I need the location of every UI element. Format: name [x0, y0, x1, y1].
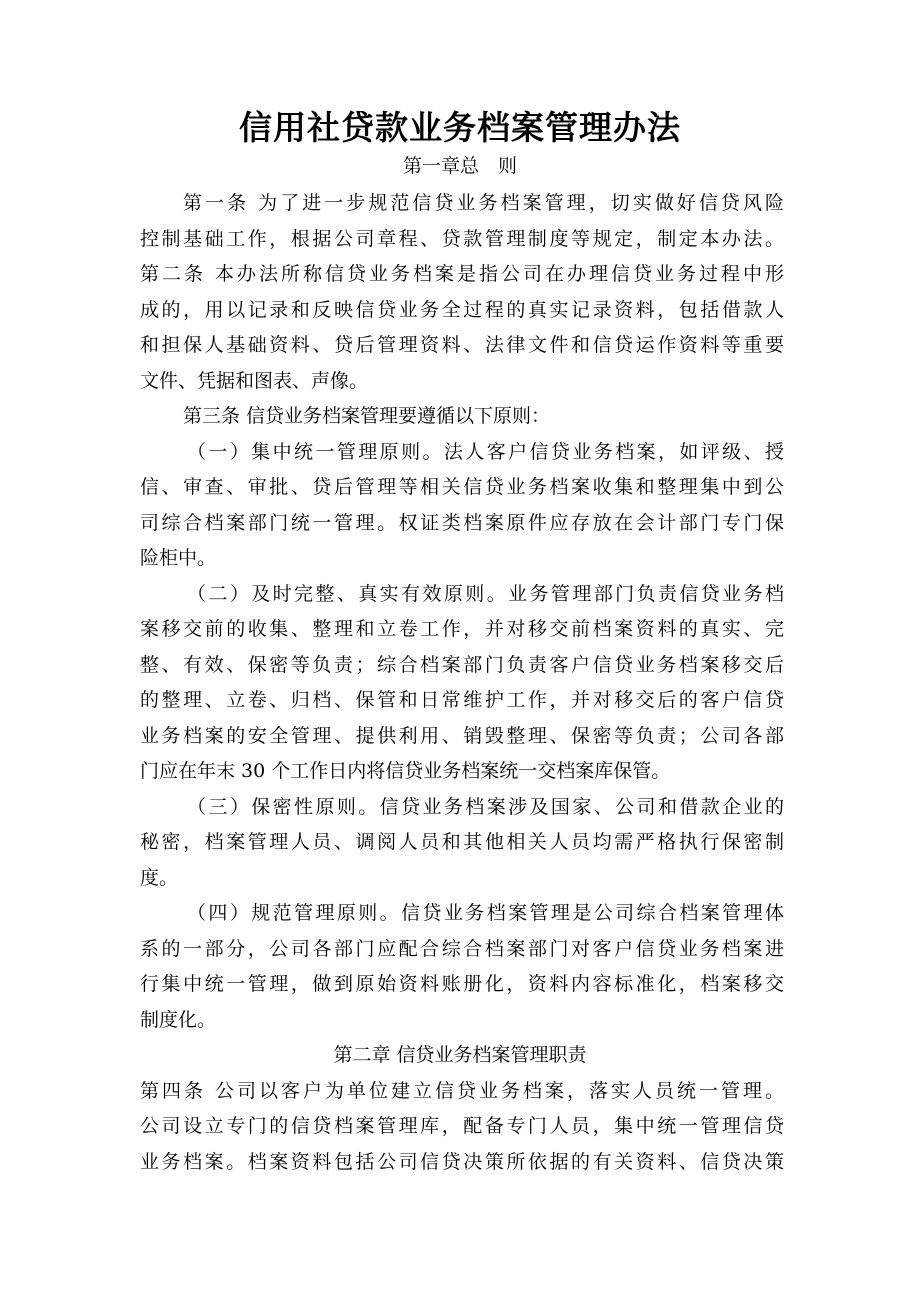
principle-4-line-4: 制度化。	[140, 1009, 217, 1031]
principle-1-line-1: （一）集中统一管理原则。法人客户信贷业务档案，如评级、授	[187, 441, 784, 463]
article-2-line-3: 和担保人基础资料、贷后管理资料、法律文件和信贷运作资料等重要	[140, 334, 784, 356]
article-4-line-1: 第四条 公司以客户为单位建立信贷业务档案，落实人员统一管理。	[140, 1080, 784, 1102]
chapter-2-heading: 第二章 信贷业务档案管理职责	[333, 1044, 587, 1066]
principle-2-line-5: 业务档案的安全管理、提供利用、销毁整理、保密等负责；公司各部	[140, 725, 784, 747]
principle-4-line-2: 系的一部分，公司各部门应配合综合档案部门对客户信贷业务档案进	[140, 938, 784, 960]
article-4-line-3: 业务档案。档案资料包括公司信贷决策所依据的有关资料、信贷决策	[140, 1151, 784, 1173]
article-2-line-2: 成的，用以记录和反映信贷业务全过程的真实记录资料，包括借款人	[140, 299, 784, 321]
principle-2-line-3: 整、有效、保密等负责；综合档案部门负责客户信贷业务档案移交后	[140, 654, 784, 676]
principle-3-line-1: （三）保密性原则。信贷业务档案涉及国家、公司和借款企业的	[187, 796, 784, 818]
document-title: 信用社贷款业务档案管理办法	[239, 108, 681, 147]
article-3-line-1: 第三条 信贷业务档案管理要遵循以下原则：	[183, 405, 551, 427]
principle-2-line-1: （二）及时完整、真实有效原则。业务管理部门负责信贷业务档	[187, 583, 784, 605]
article-2-line-4: 文件、凭据和图表、声像。	[140, 370, 369, 392]
principle-2-line-4: 的整理、立卷、归档、保管和日常维护工作，并对移交后的客户信贷	[140, 689, 784, 711]
principle-2-line-2: 案移交前的收集、整理和立卷工作，并对移交前档案资料的真实、完	[140, 618, 784, 640]
article-1-line-2: 控制基础工作，根据公司章程、贷款管理制度等规定，制定本办法。	[140, 228, 784, 250]
principle-1-line-3: 司综合档案部门统一管理。权证类档案原件应存放在会计部门专门保	[140, 512, 784, 534]
article-2-line-1: 第二条 本办法所称信贷业务档案是指公司在办理信贷业务过程中形	[140, 263, 784, 285]
chapter-1-heading: 第一章总 则	[402, 155, 517, 177]
principle-1-line-4: 险柜中。	[140, 547, 217, 569]
principle-2-line-6: 门应在年末 30 个工作日内将信贷业务档案统一交档案库保管。	[140, 760, 671, 782]
article-1-line-1: 第一条 为了进一步规范信贷业务档案管理，切实做好信贷风险	[183, 192, 784, 214]
principle-3-line-2: 秘密，档案管理人员、调阅人员和其他相关人员均需严格执行保密制	[140, 831, 784, 853]
principle-3-line-3: 度。	[140, 867, 179, 889]
principle-4-line-1: （四）规范管理原则。信贷业务档案管理是公司综合档案管理体	[187, 902, 784, 924]
principle-4-line-3: 行集中统一管理，做到原始资料账册化，资料内容标准化，档案移交	[140, 973, 784, 995]
article-4-line-2: 公司设立专门的信贷档案管理库，配备专门人员，集中统一管理信贷	[140, 1115, 784, 1137]
principle-1-line-2: 信、审查、审批、贷后管理等相关信贷业务档案收集和整理集中到公	[140, 476, 784, 498]
